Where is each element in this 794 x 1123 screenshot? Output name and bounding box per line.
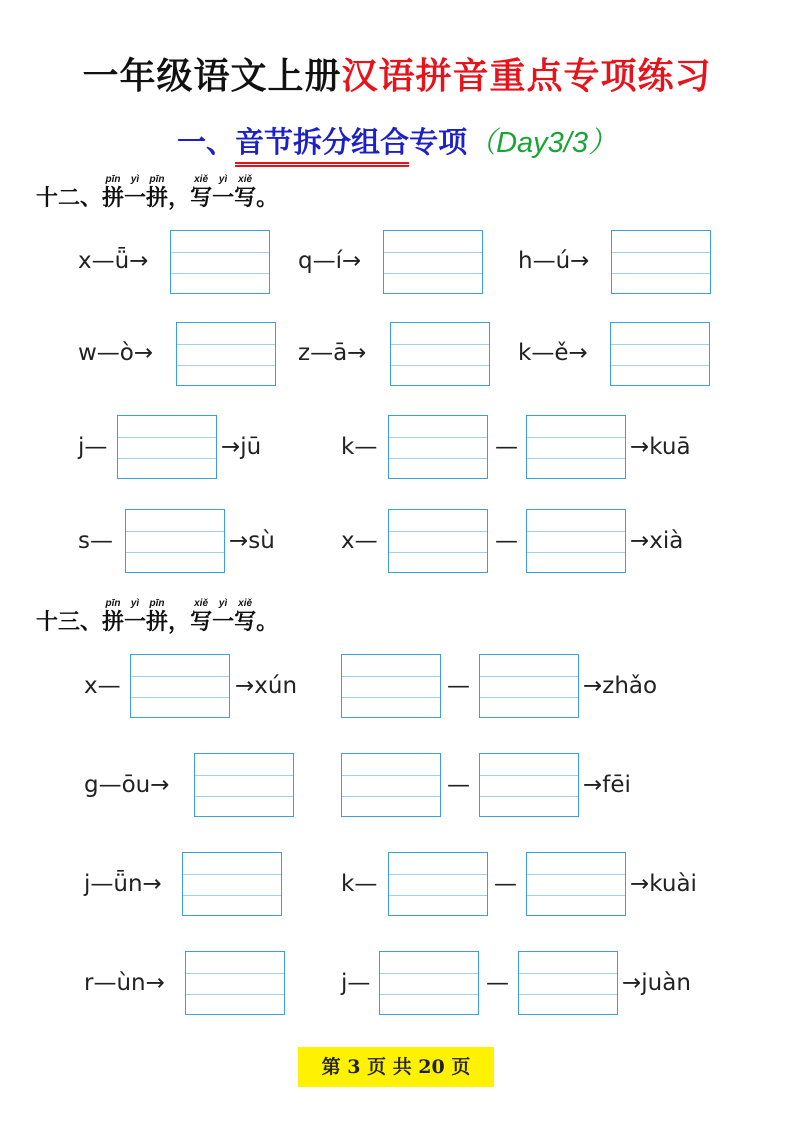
answer-writing-box[interactable] <box>341 654 441 718</box>
answer-writing-box[interactable] <box>130 654 230 718</box>
exercise-label: →xià <box>630 528 684 554</box>
page-title <box>0 48 794 99</box>
pinyin-annotation: pīn <box>146 174 169 185</box>
exercise-label: →zhǎo <box>583 673 658 699</box>
title-part-topic: 汉语拼音重点专项练习 <box>341 56 712 97</box>
answer-writing-box[interactable] <box>479 753 579 817</box>
pinyin-annotation: yì <box>124 174 147 185</box>
exercise-label: q—í→ <box>298 248 362 274</box>
pinyin-annotation: xiě <box>234 174 257 185</box>
exercise-label: j—ǖn→ <box>84 871 162 897</box>
exercise-label: j— <box>78 434 108 460</box>
page-subtitle <box>0 120 794 167</box>
answer-writing-box[interactable] <box>479 654 579 718</box>
exercise-label: w—ò→ <box>78 340 154 366</box>
exercise-label: k—ě→ <box>518 340 588 366</box>
answer-writing-box[interactable] <box>388 509 488 573</box>
exercise-label: j— <box>341 970 371 996</box>
pinyin-annotation: yì <box>124 598 147 609</box>
pinyin-annotation: yì <box>212 174 235 185</box>
exercise-label: — <box>495 434 518 460</box>
answer-writing-box[interactable] <box>341 753 441 817</box>
section-12-number: 十二、 <box>36 185 103 211</box>
answer-writing-box[interactable] <box>185 951 285 1015</box>
exercise-label: →kuài <box>630 871 697 897</box>
answer-writing-box[interactable] <box>176 322 276 386</box>
exercise-label: x— <box>84 673 121 699</box>
answer-writing-box[interactable] <box>379 951 479 1015</box>
answer-writing-box[interactable] <box>117 415 217 479</box>
answer-writing-box[interactable] <box>383 230 483 294</box>
answer-writing-box[interactable] <box>388 415 488 479</box>
exercise-label: — <box>486 970 509 996</box>
pinyin-annotation: pīn <box>102 598 125 609</box>
exercise-label: — <box>495 528 518 554</box>
exercise-label: h—ú→ <box>518 248 590 274</box>
exercise-label: →xún <box>235 673 298 699</box>
exercise-label: →kuā <box>630 434 691 460</box>
title-part-grade: 一年级语文上册 <box>82 56 342 97</box>
exercise-label: r—ùn→ <box>84 970 165 996</box>
exercise-label: →juàn <box>622 970 691 996</box>
pinyin-annotation: xiě <box>190 174 213 185</box>
exercise-label: — <box>447 772 470 798</box>
answer-writing-box[interactable] <box>518 951 618 1015</box>
answer-writing-box[interactable] <box>125 509 225 573</box>
answer-writing-box[interactable] <box>526 415 626 479</box>
exercise-label: — <box>494 871 517 897</box>
exercise-label: →fēi <box>583 772 631 798</box>
pinyin-annotation: pīn <box>102 174 125 185</box>
exercise-label: — <box>447 673 470 699</box>
section-13-number: 十三、 <box>36 609 103 635</box>
exercise-label: g—ōu→ <box>84 772 170 798</box>
answer-writing-box[interactable] <box>610 322 710 386</box>
answer-writing-box[interactable] <box>526 509 626 573</box>
exercise-label: →jū <box>221 434 262 460</box>
answer-writing-box[interactable] <box>526 852 626 916</box>
answer-writing-box[interactable] <box>388 852 488 916</box>
answer-writing-box[interactable] <box>194 753 294 817</box>
exercise-label: →sù <box>229 528 275 554</box>
exercise-label: z—ā→ <box>298 340 367 366</box>
section-13-heading: 十三、拼pīn一yì拼pīn，写xiě一yì写xiě。 <box>36 598 279 635</box>
answer-writing-box[interactable] <box>182 852 282 916</box>
pinyin-annotation: pīn <box>146 598 169 609</box>
page-number-badge: 第 3 页 共 20 页 <box>298 1047 494 1087</box>
answer-writing-box[interactable] <box>170 230 270 294</box>
pinyin-annotation: xiě <box>190 598 213 609</box>
exercise-label: s— <box>78 528 113 554</box>
subtitle-prefix: 一、 <box>177 125 236 159</box>
subtitle-suffix: 专项 <box>409 125 468 159</box>
answer-writing-box[interactable] <box>390 322 490 386</box>
exercise-label: x—ǖ→ <box>78 248 149 274</box>
pinyin-annotation: yì <box>212 598 235 609</box>
pinyin-annotation: xiě <box>234 598 257 609</box>
subtitle-underlined: 音节拆分组合 <box>235 120 409 167</box>
exercise-label: k— <box>341 434 378 460</box>
exercise-label: k— <box>341 871 378 897</box>
subtitle-day: （Day3/3） <box>467 127 617 159</box>
section-12-heading: 十二、拼pīn一yì拼pīn，写xiě一yì写xiě。 <box>36 174 279 211</box>
exercise-label: x— <box>341 528 378 554</box>
answer-writing-box[interactable] <box>611 230 711 294</box>
